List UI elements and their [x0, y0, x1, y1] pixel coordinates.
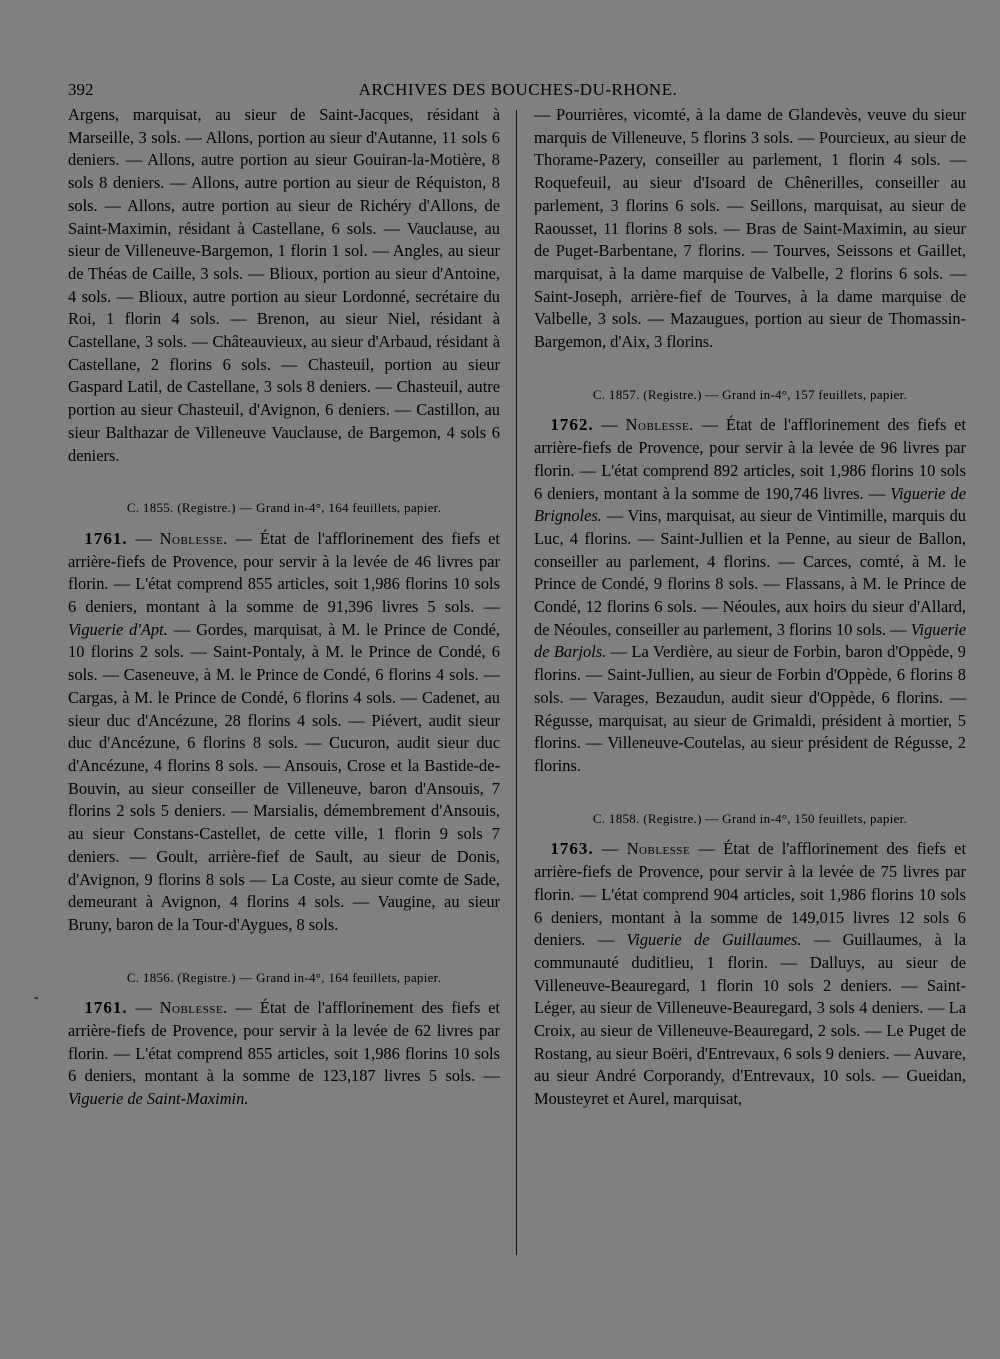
- entry-text: — Gordes, marquisat, à M. le Prince de Condé, 10 florins 2 sols. — Saint-Pontaly, à M. le Prince de Condé, 6 sols. — Caseneuve, à M. le Prince de Condé, 6 florins 4 sols. — Cargas, à M. le Prince de Condé, 6 florins 4 sols. — Cadenet, au sieur duc d'Ancézune, 28 florins 4 sols. — Piévert, audit sieur duc d'Ancézune, 6 florins 8 sols. — Cucuron, audit sieur duc d'Ancézune, 4 florins 8 sols. — Ansouis, Crose et la Bastide-de-Bouvin, au sieur conseiller de Villeneuve, baron d'Ansouis, 7 florins 2 sols 5 deniers. — Marsialis, démembrement d'Ansouis, au sieur Constans-Castellet, de cette ville, 1 florin 9 sols 7 deniers. — Goult, arrière-fief de Sault, au sieur de Donis, d'Avignon, 9 florins 8 sols — La Coste, au sieur comte de Sade, demeurant à Avignon, 4 florins 4 sols. — Vaugine, au sieur Bruny, baron de la Tour-d'Aygues, 8 sols.: [68, 619, 500, 934]
- entry-heading: Noblesse.: [159, 528, 228, 548]
- entry-heading: Noblesse.: [625, 415, 694, 435]
- entry-text: — Guillaumes, à la communauté duditlieu, 1 florin. — Dalluys, au sieur de Villeneuve-Beauregard, 1 florin 10 sols 2 deniers. — Saint-Léger, au sieur de Villeneuve-Beauregard, 3 sols 4 deniers. — La Croix, au sieur de Villeneuve-Beauregard, 2 sols. — Le Puget de Rostang, au sieur Boëri, d'Entrevaux, 6 sols 9 deniers. — Auvare, au sieur André Corporandy, d'Entrevaux, 10 sols. — Gueidan, Mousteyret et Aurel, marquisat,: [534, 930, 966, 1109]
- continuation-paragraph: — Pourrières, vicomté, à la dame de Glandevès, veuve du sieur marquis de Villeneuve, 5 florins 3 sols. — Pourcieux, au sieur de Thorame-Pazery, conseiller au parlement, 1 florin 4 sols. — Roquefeuil, au sieur d'Isoard de Chênerilles, conseiller au parlement, 3 florins 6 sols. — Seillons, marquisat, au sieur de Raousset, 11 florins 8 sols. — Bras de Saint-Maximin, au sieur de Puget-Barbentane, 7 florins. — Tourves, Seissons et Gaillet, marquisat, à la dame marquise de Valbelle, 2 florins 6 sols. — Saint-Joseph, arrière-fief de Tourves, à la dame marquise de Valbelle, 3 sols. — Mazaugues, portion au sieur de Thomassin-Bargemon, d'Aix, 3 florins.: [534, 105, 966, 352]
- continuation-paragraph: Argens, marquisat, au sieur de Saint-Jacques, résidant à Marseille, 3 sols. — Allons, portion au sieur d'Autanne, 11 sols 6 deniers. — Allons, autre portion au sieur Gouiran-la-Motière, 8 sols 8 deniers. — Allons, autre portion au sieur de Réquiston, 8 sols. — Allons, autre portion au sieur de Richéry d'Allons, de Saint-Maximin, résidant à Castellane, 6 sols. — Vauclause, au sieur de Villeneuve-Bargemon, 1 florin 1 sol. — Angles, au sieur de Théas de Caille, 3 sols. — Blioux, portion au sieur d'Antoine, 4 sols. — Blioux, autre portion au sieur Lordonné, secrétaire du Roi, 1 florin 4 sols. — Brenon, au sieur Niel, résidant à Castellane, 3 sols. — Châteauvieux, au sieur d'Arbaud, résidant à Castellane, 2 florins 6 sols. — Chasteuil, portion au sieur Gaspard Latil, de Castellane, 3 sols 8 deniers. — Chasteuil, autre portion au sieur Chasteuil, d'Avignon, 6 deniers. — Castillon, au sieur Balthazar de Villeneuve Vauclause, de Bargemon, 4 sols 6 deniers.: [68, 105, 500, 465]
- entry-text: — État de l'afflorinement des fiefs et arrière-fiefs de Provence, pour servir à la levée de 75 livres par florin. — L'état comprend 904 articles, soit 1,986 florins 10 sols 6 deniers, montant à la somme de 149,015 livres 12 sols 6 deniers. —: [534, 839, 966, 950]
- entry-text: — La Verdière, au sieur de Forbin, baron d'Oppède, 9 florins. — Saint-Jullien, au sieur de Forbin d'Oppède, 6 florins 8 sols. — Varages, Bezaudun, audit sieur d'Oppède, 6 florins. — Régusse, marquisat, au sieur de Grimaldi, président à mortier, 5 florins. — Villeneuve-Coutelas, au sieur président de Régusse, 2 florins.: [534, 642, 966, 775]
- page-header: [68, 80, 968, 104]
- source-note: C. 1858. (Registre.) — Grand in-4°, 150 feuillets, papier.: [592, 810, 908, 826]
- left-column: [68, 104, 500, 1111]
- viguerie-title: Viguerie de Saint-Maximin.: [68, 1089, 249, 1109]
- entry-1762: 1762. — Noblesse. — État de l'afflorinement des fiefs et arrière-fiefs de Provence, pour servir à la levée de 96 livres par florin. — L'état comprend 892 articles, soit 1,986 florins 10 sols 6 deniers, montant à la somme de 190,746 livres. — Viguerie de Brignoles. — Vins, marquisat, au sieur de Vintimille, marquis du Luc, 4 florins. — Saint-Jullien et la Penne, au sieur de Ballon, conseiller au parlement, 4 florins. — Carces, comté, à M. le Prince de Condé, 9 florins 8 sols. — Flassans, à M. le Prince de Condé, 12 florins 6 sols. — Néoules, aux hoirs du sieur d'Allard, de Néoules, conseiller au parlement, 3 florins 10 sols. — Viguerie de Barjols. — La Verdière, au sieur de Forbin, baron d'Oppède, 9 florins. — Saint-Jullien, au sieur de Forbin d'Oppède, 6 florins 8 sols. — Varages, Bezaudun, audit sieur d'Oppède, 6 florins. — Régusse, marquisat, au sieur de Grimaldi, président à mortier, 5 florins. — Villeneuve-Coutelas, au sieur président de Régusse, 2 florins.: [534, 415, 966, 775]
- running-title: ARCHIVES DES BOUCHES-DU-RHONE.: [358, 80, 678, 99]
- entry-number: 1762.: [550, 415, 594, 435]
- margin-mark: -: [34, 990, 39, 1005]
- entry-text: — État de l'afflorinement des fiefs et arrière-fiefs de Provence, pour servir à la levée de 96 livres par florin. — L'état comprend 892 articles, soit 1,986 florins 10 sols 6 deniers, montant à la somme de 190,746 livres. —: [534, 415, 966, 503]
- source-note: C. 1855. (Registre.) — Grand in-4°, 164 feuillets, papier.: [126, 500, 442, 516]
- entry-number: 1761.: [84, 998, 128, 1018]
- entry-text: — État de l'afflorinement des fiefs et arrière-fiefs de Provence, pour servir à la levée de 46 livres par florin. — L'état comprend 855 articles, soit 1,986 florins 10 sols 6 deniers, montant à la somme de 91,396 livres 5 sols. —: [68, 528, 500, 617]
- entry-1761-apt: 1761. — Noblesse. — État de l'afflorinement des fiefs et arrière-fiefs de Provence, pour servir à la levée de 46 livres par florin. — L'état comprend 855 articles, soit 1,986 florins 10 sols 6 deniers, montant à la somme de 91,396 livres 5 sols. — Viguerie d'Apt. — Gordes, marquisat, à M. le Prince de Condé, 10 florins 2 sols. — Saint-Pontaly, à M. le Prince de Condé, 6 sols. — Caseneuve, à M. le Prince de Condé, 6 florins 4 sols. — Cargas, à M. le Prince de Condé, 6 florins 4 sols. — Cadenet, au sieur duc d'Ancézune, 28 florins 4 sols. — Piévert, audit sieur duc d'Ancézune, 6 florins 8 sols. — Cucuron, audit sieur duc d'Ancézune, 4 florins 8 sols. — Ansouis, Crose et la Bastide-de-Bouvin, au sieur conseiller de Villeneuve, baron d'Ansouis, 7 florins 2 sols 5 deniers. — Marsialis, démembrement d'Ansouis, au sieur Constans-Castellet, de cette ville, 1 florin 9 sols 7 deniers. — Goult, arrière-fief de Sault, au sieur de Donis, d'Avignon, 9 florins 8 sols — La Coste, au sieur comte de Sade, demeurant à Avignon, 4 florins 4 sols. — Vaugine, au sieur Bruny, baron de la Tour-d'Aygues, 8 sols.: [68, 528, 500, 934]
- viguerie-title: Viguerie d'Apt.: [68, 619, 168, 639]
- entry-1763: 1763. — Noblesse — État de l'afflorinement des fiefs et arrière-fiefs de Provence, pour servir à la levée de 75 livres par florin. — L'état comprend 904 articles, soit 1,986 florins 10 sols 6 deniers, montant à la somme de 149,015 livres 12 sols 6 deniers. — Viguerie de Guillaumes. — Guillaumes, à la communauté duditlieu, 1 florin. — Dalluys, au sieur de Villeneuve-Beauregard, 1 florin 10 sols 2 deniers. — Saint-Léger, au sieur de Villeneuve-Beauregard, 3 sols 4 deniers. — La Croix, au sieur de Villeneuve-Beauregard, 2 sols. — Le Puget de Rostang, au sieur Boëri, d'Entrevaux, 6 sols 9 deniers. — Auvare, au sieur André Corporandy, d'Entrevaux, 10 sols. — Gueidan, Mousteyret et Aurel, marquisat,: [534, 839, 966, 1109]
- entry-text: — Vins, marquisat, au sieur de Vintimille, marquis du Luc, 4 florins. — Saint-Jullien et la Penne, au sieur de Ballon, conseiller au parlement, 4 florins. — Carces, comté, à M. le Prince de Condé, 9 florins 8 sols. — Flassans, à M. le Prince de Condé, 12 florins 6 sols. — Néoules, aux hoirs du sieur d'Allard, de Néoules, conseiller au parlement, 3 florins 10 sols. —: [534, 506, 966, 639]
- entry-number: 1761.: [84, 528, 128, 548]
- source-note: C. 1857. (Registre.) — Grand in-4°, 157 feuillets, papier.: [592, 386, 908, 402]
- column-divider: [516, 110, 517, 1255]
- entry-number: 1763.: [550, 839, 594, 859]
- entry-text: — État de l'afflorinement des fiefs et arrière-fiefs de Provence, pour servir à la levée de 62 livres par florin. — L'état comprend 855 articles, soit 1,986 florins 10 sols 6 deniers, montant à la somme de 123,187 livres 5 sols. —: [68, 998, 500, 1086]
- entry-1761-saint-maximin: 1761. — Noblesse. — État de l'afflorinement des fiefs et arrière-fiefs de Provence, pour servir à la levée de 62 livres par florin. — L'état comprend 855 articles, soit 1,986 florins 10 sols 6 deniers, montant à la somme de 123,187 livres 5 sols. — Viguerie de Saint-Maximin.: [68, 998, 500, 1109]
- page-number: 392: [68, 80, 94, 99]
- viguerie-title: Viguerie de Brignoles.: [534, 483, 966, 526]
- source-note: C. 1856. (Registre.) — Grand in-4°, 164 feuillets, papier.: [126, 969, 442, 985]
- viguerie-title: Viguerie de Guillaumes.: [626, 930, 802, 950]
- entry-heading: Noblesse.: [159, 998, 228, 1018]
- right-column: [534, 104, 966, 1111]
- entry-heading: Noblesse: [626, 839, 691, 859]
- viguerie-title: Viguerie de Barjols.: [534, 619, 966, 662]
